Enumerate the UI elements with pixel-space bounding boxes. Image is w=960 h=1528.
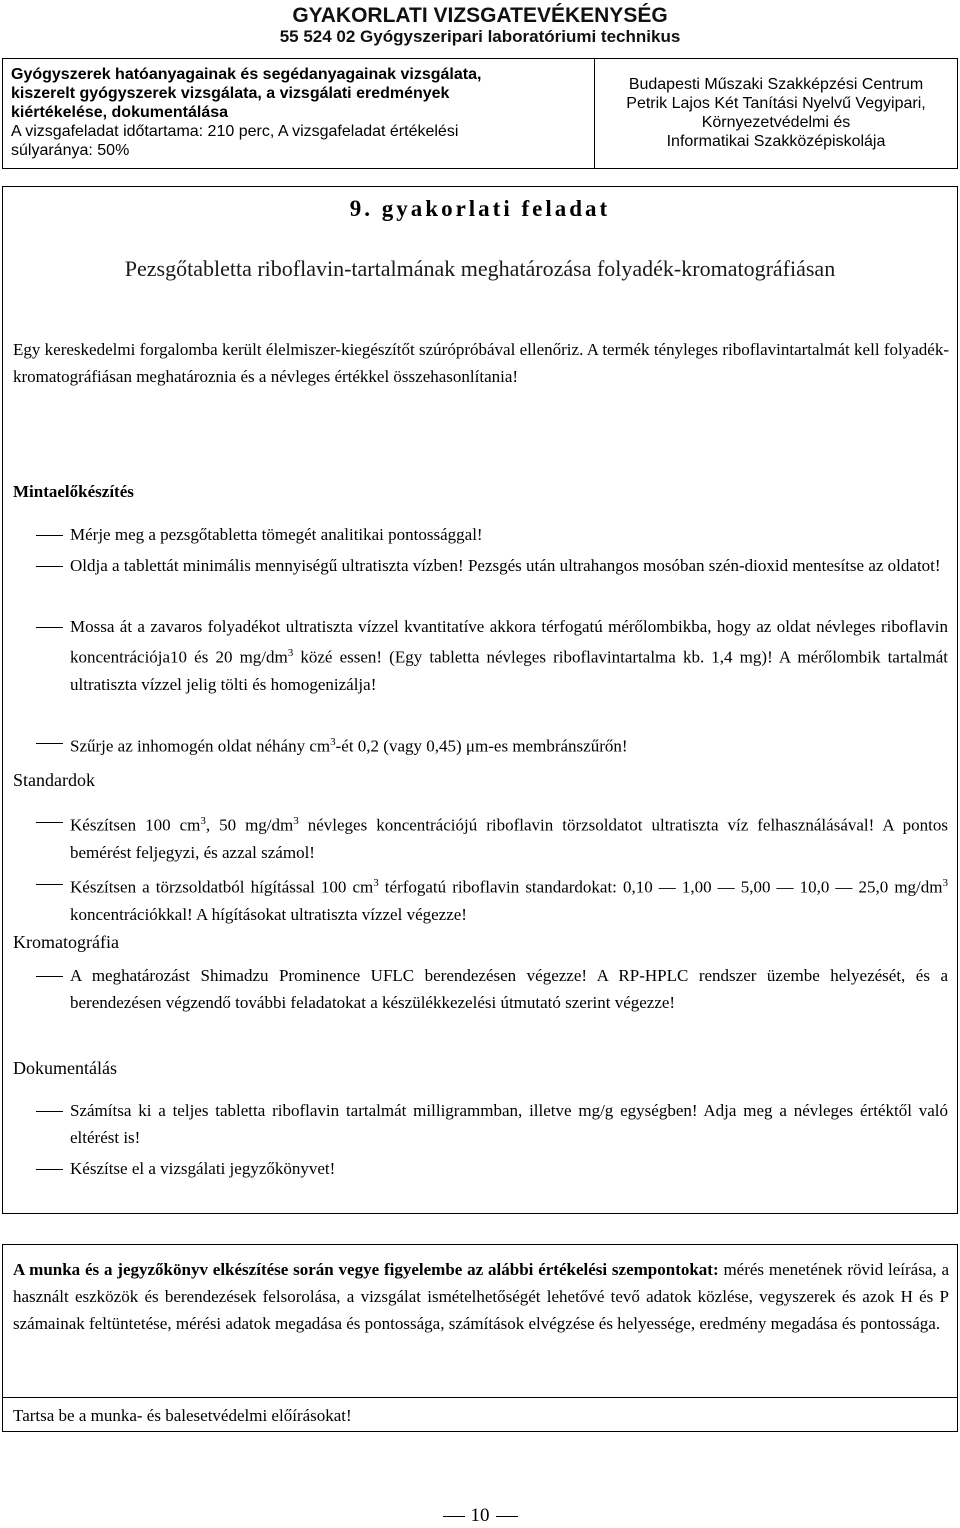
exam-duration-line-1: A vizsgafeladat időtartama: 210 perc, A vizsgafeladat értékelési <box>11 123 459 140</box>
standards-item-2-text-c: koncentrációkkal! A hígításokat ultratiszta vízzel végezze! <box>70 904 467 924</box>
standards-item-1-text-b: , 50 mg/dm <box>205 815 294 835</box>
exam-topic-line-3: kiértékelése, dokumentálása <box>11 104 229 121</box>
header-info-box <box>2 58 958 169</box>
superscript: 3 <box>330 736 336 748</box>
school-line-4: Informatikai Szakközépiskolája <box>666 133 886 150</box>
task-title: Pezsgőtabletta riboflavin-tartalmának meghatározása folyadék-kromatográfiásan <box>124 256 836 281</box>
standards-item-1-text-a: Készítsen 100 cm <box>70 815 201 835</box>
sample-prep-item-3-text-b: közé essen! (Egy tabletta névleges riboflavintartalma kb. 1,4 mg)! A mérőlombik tartalmát ultratiszta vízzel jelig tölti és homogenizálja! <box>70 647 948 694</box>
sample-prep-item-4-text-b: -ét 0,2 (vagy 0,45) μm-es membránszűrőn! <box>335 736 628 756</box>
task-number: 9. gyakorlati feladat <box>349 196 611 221</box>
bullet-dash <box>36 1111 63 1112</box>
bullet-dash <box>36 743 63 744</box>
documentation-item-2: Készítse el a vizsgálati jegyzőkönyvet! <box>70 1159 336 1178</box>
header-title: GYAKORLATI VIZSGATEVÉKENYSÉG <box>292 4 668 27</box>
sample-prep-item-4 <box>70 729 948 760</box>
page-number <box>0 1505 960 1527</box>
page-number-dash <box>443 1516 465 1517</box>
evaluation-criteria <box>13 1256 949 1337</box>
evaluation-text: mérés menetének rövid leírása, a használt eszközök és berendezések felsorolása, a vizsgálat ismételhetőségét lehetővé tevő adatok közlése, vegyszerek és azok H és P számainak feltüntetése, mérési adatok megadása és pontossága, számítások elvégzése és helyessége, eredmény megadása és pontossága. <box>13 1260 949 1333</box>
bullet-dash <box>36 627 63 628</box>
section-heading-sample-prep: Mintaelőkészítés <box>13 482 134 501</box>
superscript: 3 <box>942 877 948 889</box>
sample-prep-item-3-text-a: Mossa át a zavaros folyadékot ultratiszta vízzel kvantitatíve akkora térfogatú mérőlombikba, hogy az oldat névleges riboflavin koncentrációja10 és 20 mg/dm <box>70 617 948 667</box>
sample-prep-item-2: Oldja a tablettát minimális mennyiségű ultratiszta vízben! Pezsgés után ultrahangos mosóban szén-dioxid mentesítse az oldatot! <box>70 556 941 575</box>
safety-note: Tartsa be a munka- és balesetvédelmi előírásokat! <box>13 1406 352 1425</box>
bullet-dash <box>36 566 63 567</box>
exam-info <box>3 59 595 168</box>
school-info <box>595 59 957 168</box>
bullet-dash <box>36 884 63 885</box>
document-header <box>0 4 960 47</box>
superscript: 3 <box>287 647 294 659</box>
bullet-dash <box>36 822 63 823</box>
standards-item-2 <box>70 870 948 928</box>
standards-item-2-text-a: Készítsen a törzsoldatból hígítással 100 cm <box>70 877 374 897</box>
standards-item-1-text-c: névleges koncentrációjú riboflavin törzsoldatot ultratiszta víz felhasználásával! A pontos bemérést feljegyzi, és azzal számol! <box>70 815 949 862</box>
chromatography-item-1: A meghatározást Shimadzu Prominence UFLC berendezésen végezze! A RP-HPLC rendszer üzembe helyezését, és a berendezésen végzendő további feladatokat a készülékkezelési útmutató szerint végezze! <box>70 966 948 1012</box>
page-number-value: 10 <box>470 1505 490 1526</box>
exam-topic-line-1: Gyógyszerek hatóanyagainak és segédanyagainak vizsgálata, <box>11 66 482 83</box>
exam-topic-line-2: kiszerelt gyógyszerek vizsgálata, a vizsgálati eredmények <box>11 85 450 102</box>
school-line-1: Budapesti Műszaki Szakképzési Centrum <box>628 76 924 93</box>
section-heading-chromatography: Kromatográfia <box>13 932 119 952</box>
superscript: 3 <box>200 815 206 827</box>
superscript: 3 <box>293 815 299 827</box>
sample-prep-item-4-text-a: Szűrje az inhomogén oldat néhány cm <box>70 736 331 756</box>
superscript: 3 <box>373 877 379 889</box>
section-heading-documentation: Dokumentálás <box>13 1058 117 1078</box>
standards-item-2-text-b: térfogatú riboflavin standardokat: 0,10 — 1,00 — 5,00 — 10,0 — 25,0 mg/dm <box>378 877 943 897</box>
bullet-dash <box>36 976 63 977</box>
bullet-dash <box>36 1169 63 1170</box>
documentation-item-1: Számítsa ki a teljes tabletta riboflavin tartalmát milligrammban, illetve mg/g egységben! Adja meg a névleges értéktől való eltérést is! <box>70 1101 948 1147</box>
school-line-3: Környezetvédelmi és <box>701 114 851 131</box>
school-line-2: Petrik Lajos Két Tanítási Nyelvű Vegyipari, <box>626 95 926 112</box>
page-number-dash <box>496 1516 518 1517</box>
exam-duration-line-2: súlyaránya: 50% <box>11 142 130 159</box>
task-intro: Egy kereskedelmi forgalomba került élelmiszer-kiegészítőt szúrópróbával ellenőriz. A termék tényleges riboflavintartalmát kell folyadék-kromatográfiásan meghatároznia és a névleges értékkel összehasonlítania! <box>13 340 949 386</box>
header-subtitle: 55 524 02 Gyógyszeripari laboratóriumi technikus <box>279 27 681 46</box>
section-heading-standards: Standardok <box>13 770 95 790</box>
bullet-dash <box>36 535 63 536</box>
divider <box>2 1397 958 1398</box>
sample-prep-item-3 <box>70 613 948 698</box>
standards-item-1 <box>70 808 948 866</box>
sample-prep-item-1: Mérje meg a pezsgőtabletta tömegét analitikai pontossággal! <box>70 525 483 544</box>
evaluation-heading: A munka és a jegyzőkönyv elkészítése során vegye figyelembe az alábbi értékelési szempontokat: <box>13 1260 719 1279</box>
